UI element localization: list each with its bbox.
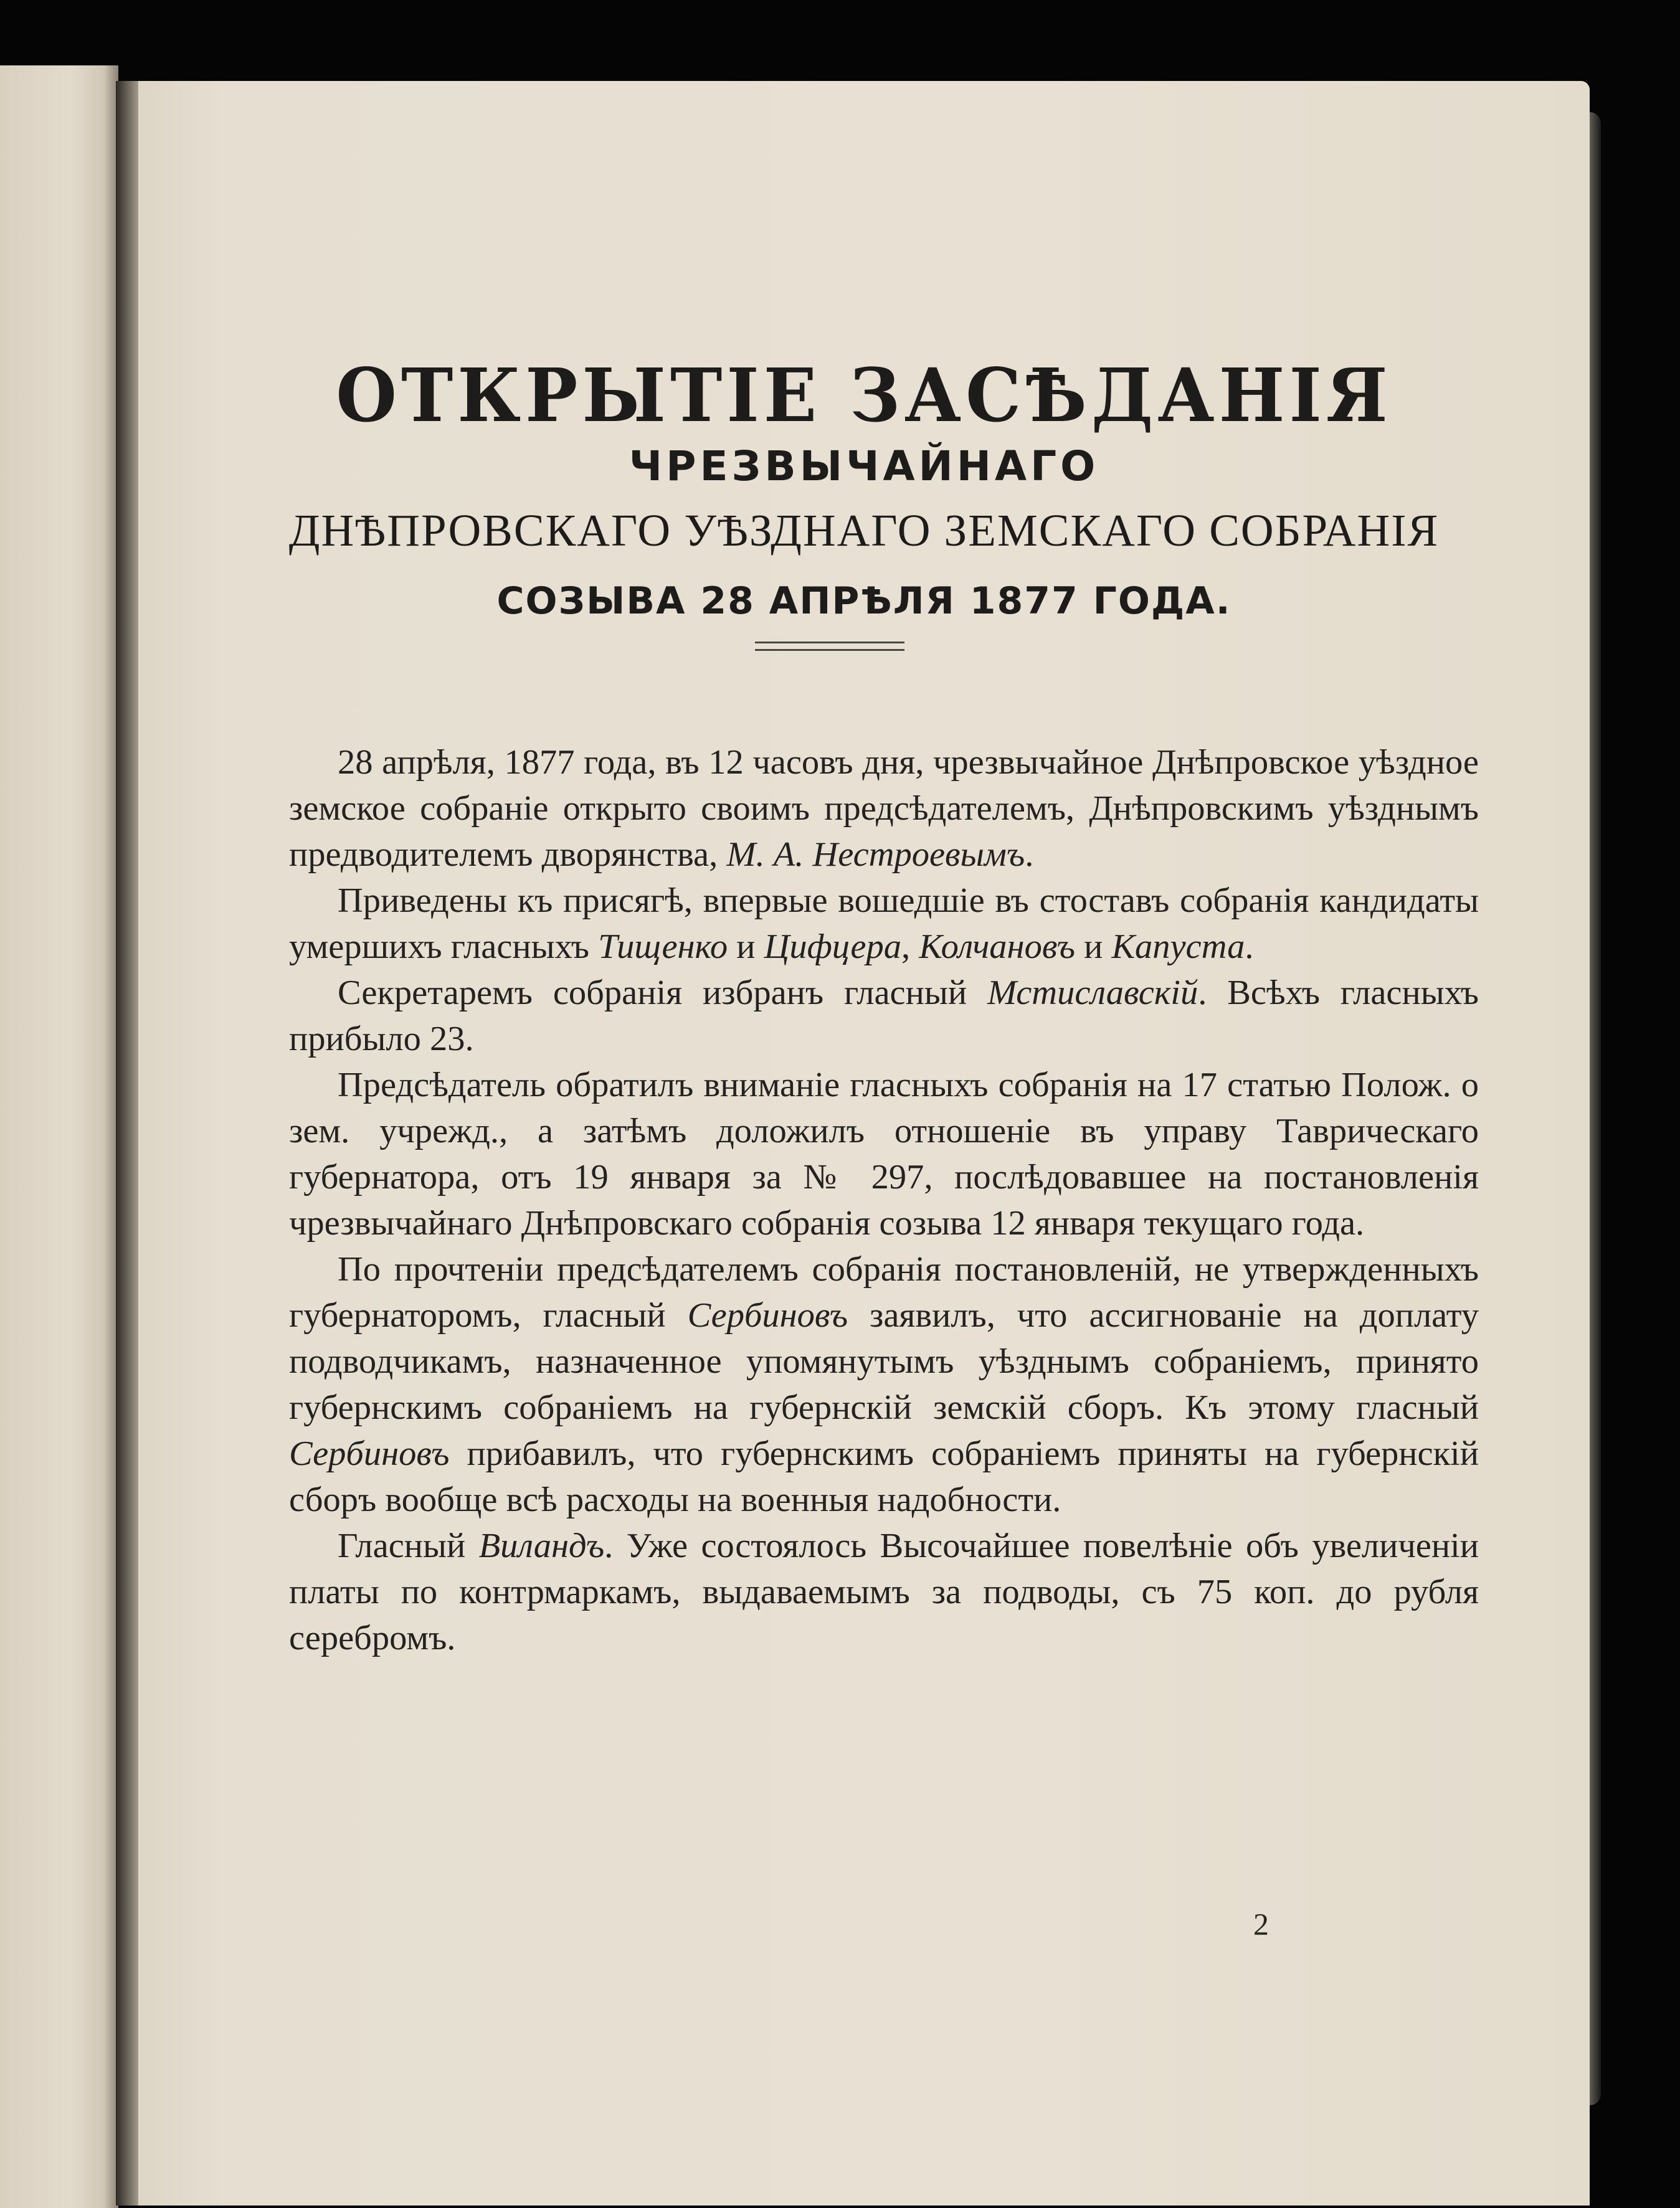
text-run: и	[728, 927, 764, 966]
body-text	[289, 704, 1479, 1661]
paragraph-2	[289, 878, 1479, 970]
book-page	[138, 81, 1590, 2206]
divider-rule	[755, 642, 904, 643]
name-italic: Тищенко	[598, 927, 728, 966]
facing-page-edge	[0, 65, 118, 2208]
text-run: Приведены къ присягѣ, впервые вошедшіе въ стоставъ собранія кандидаты умершихъ гласныхъ	[289, 881, 1479, 966]
text-run: .	[1245, 927, 1254, 966]
paragraph-1	[289, 739, 1479, 878]
text-run: .	[1025, 835, 1034, 874]
paragraph-6	[289, 1523, 1479, 1661]
text-run: заявилъ, что ассигнованіе на доплату подводчикамъ, назначенное упомянутымъ уѣзднымъ собраніемъ, принято губернскимъ собраніемъ на губернскій земскій сборъ. Къ этому гласный	[289, 1296, 1479, 1427]
name-italic: Сербиновъ	[289, 1434, 450, 1473]
name-italic: Виландъ	[478, 1526, 605, 1565]
text-run: прибавилъ, что губернскимъ собраніемъ приняты на губернскій сборъ вообще всѣ расходы на военныя надобности.	[289, 1434, 1479, 1519]
assembly-heading: ДНѢПРОВСКАГО УѢЗДНАГО ЗЕМСКАГО СОБРАНІЯ	[288, 505, 1440, 556]
session-heading: СОЗЫВА 28 АПРѢЛЯ 1877 ГОДА.	[496, 579, 1232, 623]
paragraph-3	[289, 970, 1479, 1062]
page-title: ОТКРЫТІЕ ЗАСѢДАНІЯ	[336, 353, 1392, 439]
text-run: 28 апрѣля, 1877 года, въ 12 часовъ дня, чрезвычайное Днѣпровское уѣздное земское собраніе открыто своимъ предсѣдателемъ, Днѣпровскимъ уѣзднымъ предводителемъ дворянства,	[289, 742, 1479, 874]
name-italic: Цифцера	[764, 927, 901, 966]
text-run: . Уже состоялось Высочайшее повелѣніе объ увеличеніи платы по контрмаркамъ, выдаваемымъ за подводы, съ 75 коп. до рубля серебромъ.	[289, 1526, 1479, 1657]
text-run: . Всѣхъ гласныхъ прибыло 23.	[289, 973, 1479, 1058]
name-italic: Сербиновъ	[687, 1296, 848, 1335]
text-run: Предсѣдатель обратилъ вниманіе гласныхъ собранія на 17 статью Полож. о зем. учрежд., а затѣмъ доложилъ отношеніе въ управу Таврическаго губернатора, отъ 19 января за № 297, послѣдовавшее на постановленія чрезвычайнаго Днѣпровскаго собранія созыва 12 января текущаго года.	[289, 1065, 1479, 1243]
paragraph-4	[289, 1062, 1479, 1246]
name-italic: Мстиславскій	[987, 973, 1198, 1012]
text-run: Гласный	[338, 1526, 479, 1565]
text-run: Секретаремъ собранія избранъ гласный	[338, 973, 987, 1012]
page-subtitle: ЧРЕЗВЫЧАЙНАГО	[629, 442, 1099, 490]
page-number: 2	[1253, 1907, 1269, 1941]
text-run: По прочтеніи предсѣдателемъ собранія постановленій, не утвержденныхъ губернаторомъ, гласный	[289, 1249, 1479, 1335]
text-run: и	[1075, 927, 1112, 966]
name-italic: М. А. Нестроевымъ	[726, 835, 1025, 874]
divider-rule	[755, 649, 904, 651]
text-run: ,	[901, 927, 919, 966]
paragraph-5	[289, 1246, 1479, 1523]
name-italic: Колчановъ	[919, 927, 1075, 966]
name-italic: Капуста	[1111, 927, 1245, 966]
